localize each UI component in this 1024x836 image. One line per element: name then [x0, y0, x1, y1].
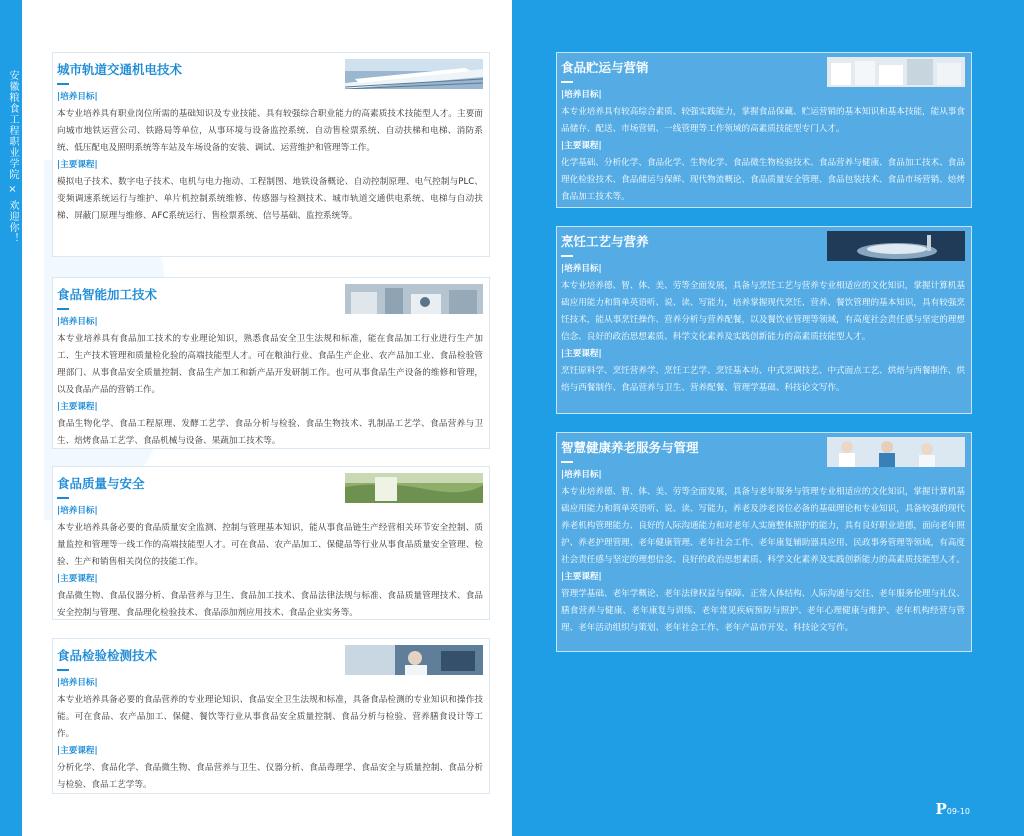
program-card-food-processing	[52, 277, 490, 449]
right-page	[512, 0, 1024, 836]
course-text: 食品生物化学、食品工程原理、发酵工艺学、食品分析与检验、食品生物技术、乳制品工艺学、食品营养与卫生、焙烤食品工艺学、食品机械与设备、果蔬加工技术等。	[57, 419, 483, 446]
course-label: |主要课程|	[561, 141, 602, 151]
card-title: 食品检验检测技术	[57, 648, 158, 663]
goal-text: 本专业培养德、智、体、美、劳等全面发展，具备与老年服务与管理专业相适应的文化知识，掌握计算机基础应用能力和简单英语听、说、读、写能力，养老及涉老岗位必备的基础理论和专业知识，具备较强的现代养老机构管理能力、良好的人际沟通能力和对老年人实施整体照护的能力，具有良好职业道德，面向老年照护、养老护理管理、老年健康管理、老年社会工作、老年康复辅助器具应用、民政事务管理等领域，有高度社会责任感与坚定的理想信念、良好的政治思想素质、科学文化素养及实践创新能力的高素质技能型人才。	[561, 487, 965, 565]
goal-text: 本专业培养具有较高综合素质、较强实践能力，掌握食品保藏、贮运营销的基本知识和基本技能，能从事食品储存、配送、市场营销、一线管理等工作领域的高素质技能型专门人才。	[561, 107, 965, 134]
page-number-letter: P	[935, 800, 947, 818]
course-label: |主要课程|	[57, 574, 98, 584]
goal-text: 本专业培养具有职业岗位所需的基础知识及专业技能、具有较强综合职业能力的高素质技术技能型人才。主要面向城市地铁运营公司、铁路局等单位，从事环境与设备监控系统、自动售检票系统、自动扶梯和电梯、消防系统、低压配电及照明系统等车站及车场设备的安装、调试、运营维护和管理等工作。	[57, 109, 483, 153]
card-title: 城市轨道交通机电技术	[57, 62, 183, 77]
left-strip	[0, 0, 22, 836]
program-card-rail-transit	[52, 52, 490, 257]
program-card-food-safety	[52, 466, 490, 620]
goal-label: |培养目标|	[57, 506, 98, 516]
program-card-cooking	[556, 226, 972, 414]
goal-text: 本专业培养德、智、体、美、劳等全面发展，具备与烹饪工艺与营养专业相适应的文化知识，掌握计算机基础应用能力和简单英语听、说、读、写能力，培养掌握现代烹饪、营养、餐饮管理的基本知识，具有较强烹饪技术，能从事烹饪操作、营养分析与营养配餐，以及餐饮业管理等领域，有高度社会责任感与坚定的理想信念、良好的政治思想素质、科学文化素养及实践创新能力的高素质技能型人才。	[561, 281, 965, 342]
card-header	[57, 59, 483, 89]
title-dash	[57, 83, 69, 85]
card-title: 智慧健康养老服务与管理	[561, 440, 699, 455]
goal-text: 本专业培养具备必要的食品营养的专业理论知识、食品安全卫生法规和标准，具备食品检测的专业知识和操作技能。可在食品、农产品加工、保健、餐饮等行业从事食品安全质量控制、食品分析与检验、营养膳食设计等工作。	[57, 695, 483, 739]
course-text: 化学基础、分析化学、食品化学、生物化学、食品微生物检验技术、食品营养与健康、食品加工技术、食品理化检验技术、食品储运与保鲜、现代物流概论、食品质量安全管理、食品包装技术、食品市场营销、焙烤食品加工技术等。	[561, 158, 965, 202]
title-dash	[561, 255, 573, 257]
goal-label: |培养目标|	[57, 678, 98, 688]
card-title: 食品智能加工技术	[57, 287, 158, 302]
elderly-care-photo	[827, 437, 965, 467]
card-header	[561, 231, 965, 261]
goal-text: 本专业培养具备必要的食品质量安全监测、控制与管理基本知识，能从事食品链生产经营相关环节安全控制、质量监控和管理等一线工作的高端技能型人才。可在食品、农产品加工、保健品等行业从事食品质量安全管理、检验、生产和销售相关岗位的技能工作。	[57, 523, 483, 567]
lab-photo	[345, 645, 483, 675]
cooking-photo	[827, 231, 965, 261]
sidebar-slogan: 安徽粮食工程职业学院 × 欢迎你！	[7, 70, 18, 245]
title-dash	[57, 308, 69, 310]
card-title: 食品质量与安全	[57, 476, 145, 491]
card-header	[57, 473, 483, 503]
course-text: 分析化学、食品化学、食品微生物、食品营养与卫生、仪器分析、食品毒理学、食品安全与质量控制、食品分析与检验、食品工艺学等。	[57, 763, 483, 790]
course-text: 烹饪原料学、烹饪营养学、烹饪工艺学、烹饪基本功、中式烹调技艺、中式面点工艺、烘焙与西餐制作、烘焙与西餐制作、食品营养与卫生、营养配餐、管理学基础、科技论文写作。	[561, 366, 965, 393]
course-text: 食品微生物、食品仪器分析、食品营养与卫生、食品加工技术、食品法律法规与标准、食品质量管理技术、食品安全控制与管理、食品理化检验技术、食品添加剂应用技术、食品企业实务等。	[57, 591, 483, 618]
page-number	[935, 800, 970, 818]
course-label: |主要课程|	[57, 746, 98, 756]
card-header	[561, 57, 965, 87]
factory-photo	[345, 284, 483, 314]
goal-text: 本专业培养具有食品加工技术的专业理论知识，熟悉食品安全卫生法规和标准，能在食品加工行业进行生产加工、生产技术管理和质量检化验的高端技能型人才。可在粮油行业、食品生产企业、农产品加工业、食品检验管理部门、从事食品安全质量控制、食品生产加工和新产品开发研制工作。也可从事食品生产设备的维修和管理，以及食品产品的营销工作。	[57, 334, 483, 395]
program-card-elderly-care	[556, 432, 972, 652]
card-header	[561, 437, 965, 467]
course-label: |主要课程|	[57, 402, 98, 412]
goal-label: |培养目标|	[57, 317, 98, 327]
title-dash	[57, 497, 69, 499]
field-photo	[345, 473, 483, 503]
course-label: |主要课程|	[561, 349, 602, 359]
title-dash	[561, 461, 573, 463]
card-title: 食品贮运与营销	[561, 60, 649, 75]
course-text: 模拟电子技术、数字电子技术、电机与电力拖动、工程制图、地铁设备概论、自动控制原理、电气控制与PLC、变频调速系统运行与维护、单片机控制系统维修、传感器与检测技术、城市轨道交通供电系统、电梯与自动扶梯、屏蔽门原理与维修、AFC系统运行、售检票系统、信号基础、监控系统等。	[57, 177, 483, 221]
page-number-range: 09-10	[946, 807, 970, 816]
title-dash	[57, 669, 69, 671]
goal-label: |培养目标|	[561, 470, 602, 480]
course-label: |主要课程|	[561, 572, 602, 582]
card-header	[57, 645, 483, 675]
course-label: |主要课程|	[57, 160, 98, 170]
left-page	[22, 0, 512, 836]
goal-label: |培养目标|	[57, 92, 98, 102]
card-title: 烹饪工艺与营养	[561, 234, 649, 249]
program-card-food-logistics	[556, 52, 972, 208]
goal-label: |培养目标|	[561, 90, 602, 100]
goal-label: |培养目标|	[561, 264, 602, 274]
course-text: 管理学基础、老年学概论、老年法律权益与保障、正常人体结构、人际沟通与交往、老年服务伦理与礼仪、膳食营养与健康、老年康复与训练、老年常见疾病预防与照护、老年心理健康与维护、老年机构经营与管理、老年活动组织与策划、老年社会工作、老年产品市开发、科技论文写作。	[561, 589, 965, 633]
warehouse-photo	[827, 57, 965, 87]
train-photo	[345, 59, 483, 89]
program-card-food-testing	[52, 638, 490, 794]
title-dash	[561, 81, 573, 83]
card-header	[57, 284, 483, 314]
